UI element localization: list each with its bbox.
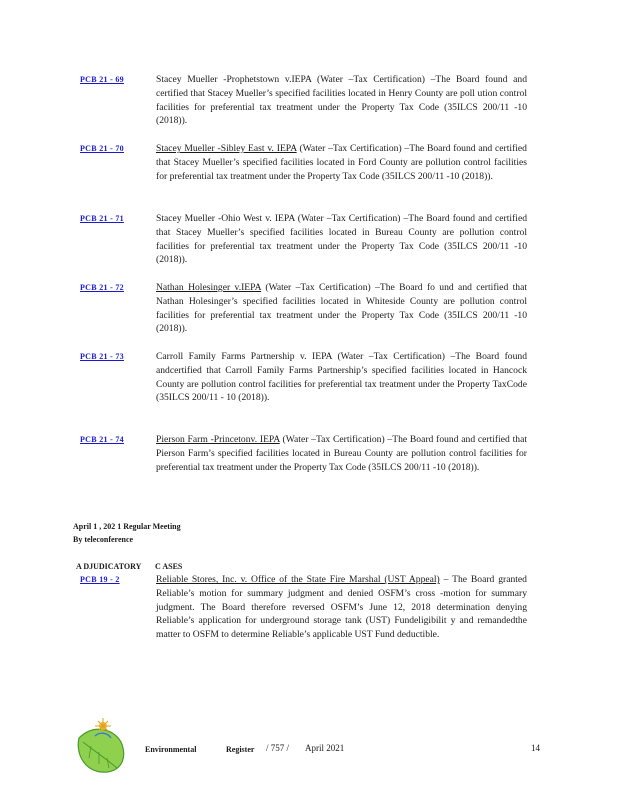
- case-description: [156, 433, 527, 474]
- footer-publication: Environmental: [145, 745, 197, 754]
- page-number: 14: [531, 743, 540, 753]
- meeting-location: By teleconference: [73, 535, 134, 544]
- meeting-header: [73, 520, 181, 546]
- case-description: [156, 73, 527, 128]
- section-adjudicatory: A DJUDICATORY: [76, 562, 142, 571]
- leaf-logo-icon: [73, 716, 129, 776]
- footer-register: Register: [226, 745, 255, 754]
- case-description: [156, 350, 527, 405]
- footer-date: April 2021: [305, 743, 345, 753]
- case-description: [156, 212, 527, 267]
- case-description: [156, 142, 527, 183]
- case-title: Nathan Holesinger v.IEPA: [156, 282, 262, 293]
- case-text: (Water –Tax Certification) –The Board fo und and certified that Nathan Holesinger’s specified facilities located in Whiteside County are pollution control facilities for preferential tax treatment under the Property Tax Code (35ILCS 200/11 -10 (2018)).: [156, 282, 527, 335]
- case-title: Reliable Stores, Inc. v. Office of the State Fire Marshal (UST Appeal): [156, 574, 440, 585]
- case-link-pcb-21-71[interactable]: PCB 21 - 71: [80, 214, 124, 223]
- case-link-pcb-19-2[interactable]: PCB 19 - 2: [80, 575, 120, 584]
- case-link-pcb-21-74[interactable]: PCB 21 - 74: [80, 435, 124, 444]
- case-link-pcb-21-70[interactable]: PCB 21 - 70: [80, 144, 124, 153]
- footer-issue: / 757 /: [266, 743, 290, 753]
- case-title: Stacey Mueller -Sibley East v. IEPA: [156, 143, 297, 154]
- case-link-pcb-21-69[interactable]: PCB 21 - 69: [80, 75, 124, 84]
- case-link-pcb-21-73[interactable]: PCB 21 - 73: [80, 352, 124, 361]
- case-description: [156, 281, 527, 336]
- section-cases: C ASES: [155, 562, 183, 571]
- case-link-pcb-21-72[interactable]: PCB 21 - 72: [80, 283, 124, 292]
- case-description: [156, 573, 527, 642]
- case-text: Carroll Family Farms Partnership v. IEPA (Water –Tax Certification) –The Board found andcertified that Carroll Family Farms Partnership’s specified facilities located in Hancock County are pollution control facilities for preferential tax treatment under the Property TaxCode (35ILCS 200/11 - 10 (2018)).: [156, 351, 527, 404]
- case-text: (Water –Tax Certification) –The Board found and certified that Pierson Farm’s specified facilities located in Bureau County are pollution control facilities for preferential tax treatment under the Property Tax Code (35ILCS 200/11 -10 (2018)).: [156, 434, 527, 473]
- case-text: Stacey Mueller -Prophetstown v.IEPA (Water –Tax Certification) –The Board found and certified that Stacey Mueller’s specified facilities located in Henry County are poll ution control facilities for preferential tax treatment under the Property Tax Code (35ILCS 200/11 -10 (2018)).: [156, 74, 527, 127]
- meeting-date: April 1 , 202 1 Regular Meeting: [73, 522, 181, 531]
- case-text: Stacey Mueller -Ohio West v. IEPA (Water –Tax Certification) –The Board found and certified that Stacey Mueller’s specified facilities located in Bureau County are pollution control facilities for preferential tax treatment under the Property Tax Code (35ILCS 200/11 -10 (2018)).: [156, 213, 527, 266]
- case-title: Pierson Farm -Princetonv. IEPA: [156, 434, 280, 445]
- case-text: – The Board granted Reliable’s motion for summary judgment and denied OSFM’s cross -motion for summary judgment. The Board therefore reversed OSFM’s June 12, 2018 determination denying Reliable’s application for underground storage tank (UST) Fundeligibilit y and remandedthe matter to OSFM to determine Reliable’s applicable UST Fund deductible.: [156, 574, 527, 641]
- case-text: (Water –Tax Certification) –The Board found and certified that Stacey Mueller’s specified facilities located in Ford County are pollution control facilities for preferential tax treatment under the Property Tax Code (35ILCS 200/11 -10 (2018)).: [156, 143, 527, 182]
